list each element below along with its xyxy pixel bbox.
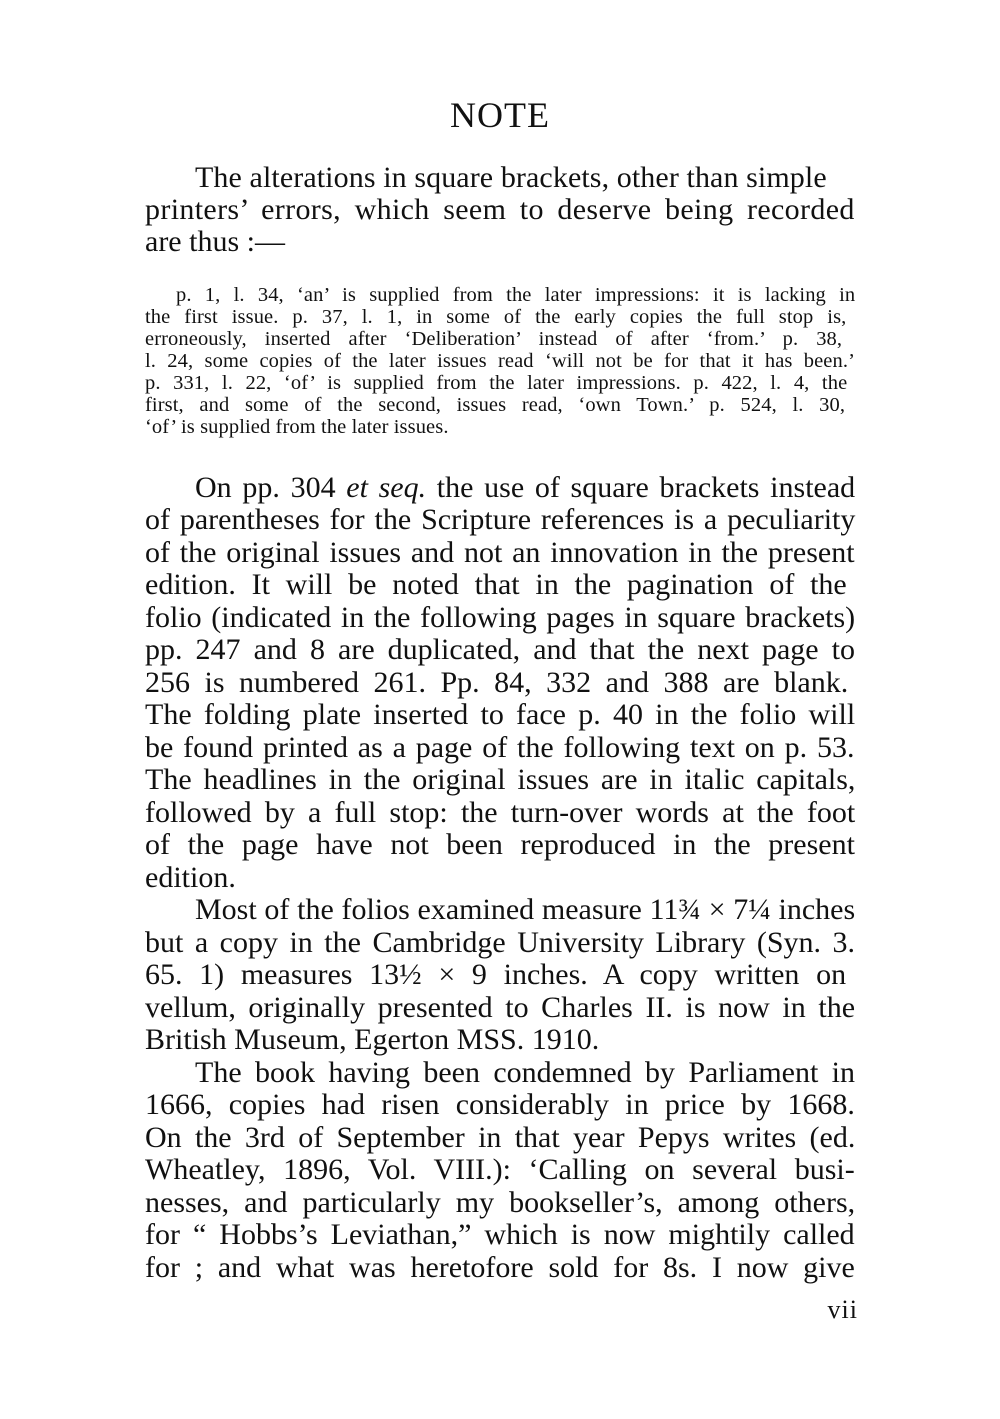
body-line: The book having been condemned by Parliament in — [195, 1056, 856, 1089]
note-line: erroneously, inserted after ‘Deliberation’ instead of after ‘from.’ p. 38, — [145, 328, 843, 350]
body-line: for ; and what was heretofore sold for 8s. I now give — [145, 1251, 855, 1284]
body-line: British Museum, Egerton MSS. 1910. — [145, 1023, 600, 1056]
body-line: of the page have not been reproduced in the present — [145, 828, 855, 861]
intro-line: The alterations in square brackets, other than simple — [195, 161, 827, 194]
note-line: ‘of’ is supplied from the later issues. — [145, 416, 449, 438]
note-line: the first issue. p. 37, l. 1, in some of the early copies the full stop is, — [145, 306, 847, 328]
body-line: for “ Hobbs’s Leviathan,” which is now mightily called — [145, 1218, 855, 1251]
page-title: NOTE — [450, 95, 550, 135]
body-line: edition. It will be noted that in the pagination of the — [145, 568, 847, 601]
body-line: nesses, and particularly my bookseller’s, among others, — [145, 1186, 856, 1219]
intro-line: are thus :— — [145, 225, 285, 258]
body-line: vellum, originally presented to Charles II. is now in the — [145, 991, 856, 1024]
body-line: folio (indicated in the following pages in square brackets) — [145, 601, 856, 634]
note-line: p. 331, l. 22, ‘of’ is supplied from the later impressions. p. 422, l. 4, the — [145, 372, 848, 394]
italic-et-seq: et seq. — [346, 471, 427, 504]
body-line: be found printed as a page of the following text on p. 53. — [145, 731, 855, 764]
body-line: The folding plate inserted to face p. 40 in the folio will — [145, 698, 856, 731]
body-line: followed by a full stop: the turn-over words at the foot — [145, 796, 856, 829]
page-number: vii — [827, 1295, 858, 1324]
body-line: 256 is numbered 261. Pp. 84, 332 and 388 are blank. — [145, 666, 849, 699]
body-line-text: the use of square brackets instead — [426, 471, 856, 504]
body-line: pp. 247 and 8 are duplicated, and that the next page to — [145, 633, 856, 666]
body-line: 65. 1) measures 13½ × 9 inches. A copy written on — [145, 958, 847, 991]
note-line: first, and some of the second, issues read, ‘own Town.’ p. 524, l. 30, — [145, 394, 846, 416]
body-line: 1666, copies had risen considerably in price by 1668. — [145, 1088, 855, 1121]
body-line: of the original issues and not an innovation in the present — [145, 536, 855, 569]
body-line — [195, 472, 855, 504]
body-line: of parentheses for the Scripture references is a peculiarity — [145, 503, 856, 536]
body-line: edition. — [145, 861, 236, 894]
note-line: p. 1, l. 34, ‘an’ is supplied from the later impressions: it is lacking in — [176, 284, 856, 306]
body-line: The headlines in the original issues are in italic capitals, — [145, 763, 856, 796]
body-line: Wheatley, 1896, Vol. VIII.): ‘Calling on several busi- — [145, 1153, 855, 1186]
body-line-text: On pp. 304 — [195, 471, 347, 504]
note-line: l. 24, some copies of the later issues read ‘will not be for that it has been.’ — [145, 350, 856, 372]
body-line: but a copy in the Cambridge University Library (Syn. 3. — [145, 926, 856, 959]
body-line: On the 3rd of September in that year Pepys writes (ed. — [145, 1121, 856, 1154]
intro-line: printers’ errors, which seem to deserve being recorded — [145, 193, 855, 226]
body-line: Most of the folios examined measure 11¾ × 7¼ inches — [195, 893, 856, 926]
